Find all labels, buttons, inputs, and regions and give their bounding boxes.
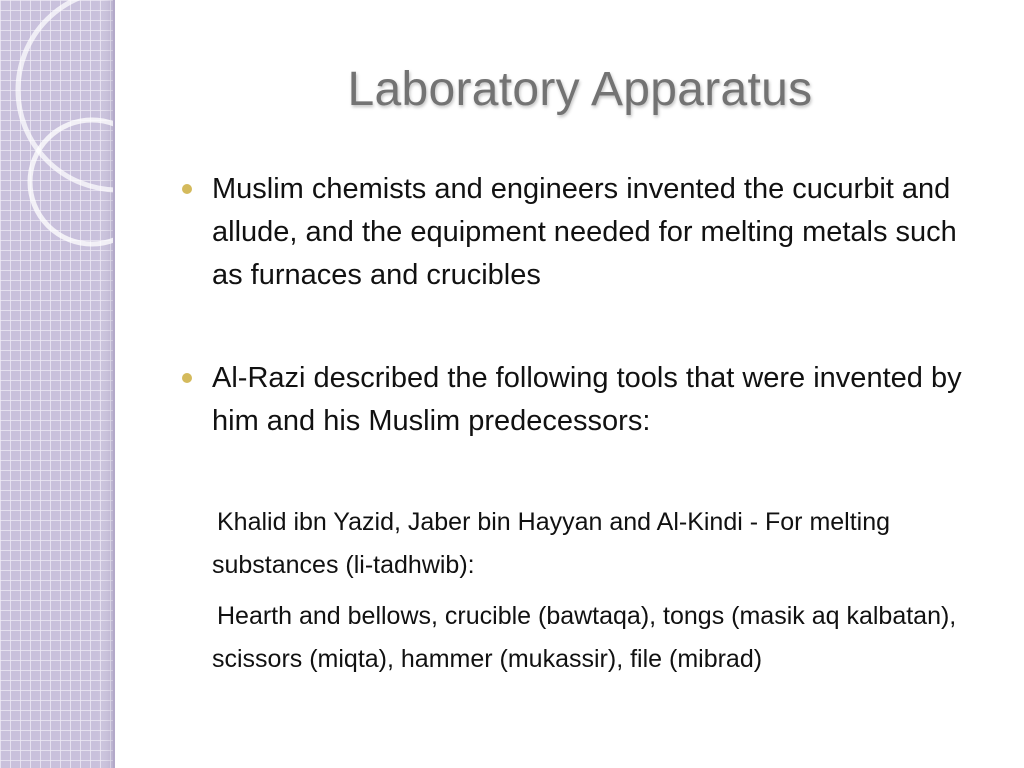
sub-paragraph: Hearth and bellows, crucible (bawtaqa), tongs (masik aq kalbatan), scissors (miqta), hammer (mukassir), file (mibrad) [212,602,957,673]
bullet-text: Al-Razi described the following tools that were invented by him and his Muslim predecessors: [212,362,962,437]
bullet-item [182,357,982,443]
sub-paragraph: Khalid ibn Yazid, Jaber bin Hayyan and Al-Kindi - For melting substances (li-tadhwib): [212,508,891,579]
decorative-side-band [0,0,115,768]
bullet-dot-icon [182,373,192,383]
bullet-item [182,168,982,297]
bullet-dot-icon [182,184,192,194]
bullet-text: Muslim chemists and engineers invented the cucurbit and allude, and the equipment needed for melting metals such as furnaces and crucibles [212,173,957,291]
grid-pattern-graphic [0,0,115,768]
slide-title: Laboratory Apparatus [347,63,813,116]
